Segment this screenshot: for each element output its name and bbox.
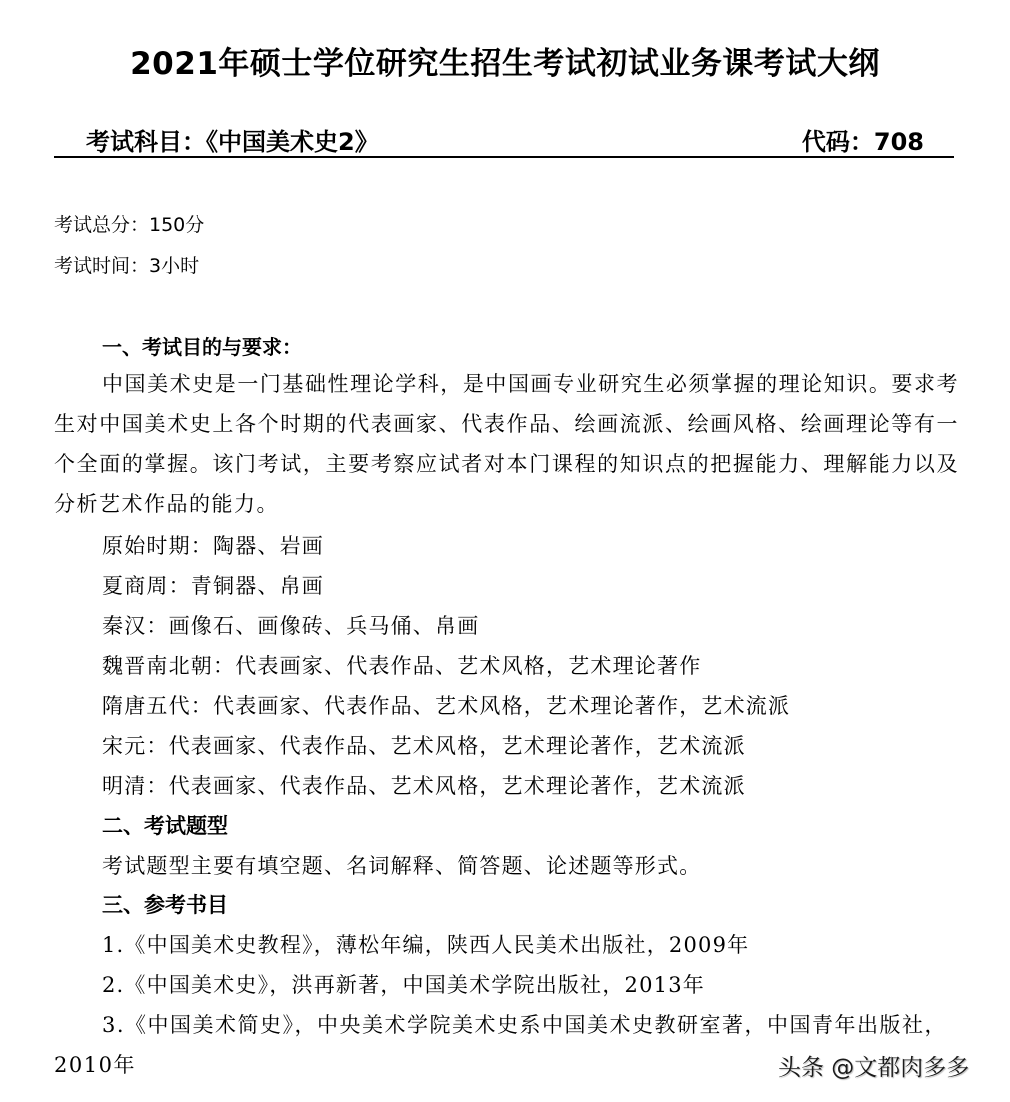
period-item: 秦汉：画像石、画像砖、兵马俑、帛画 [102, 614, 480, 638]
period-item: 隋唐五代：代表画家、代表作品、艺术风格，艺术理论著作，艺术流派 [102, 694, 791, 718]
period-item: 原始时期：陶器、岩画 [102, 534, 324, 558]
exam-subject: 考试科目：《中国美术史2》 [86, 128, 379, 156]
exam-code: 代码：708 [801, 128, 924, 156]
period-item: 宋元：代表画家、代表作品、艺术风格，艺术理论著作，艺术流派 [102, 734, 746, 758]
reference-item: 2.《中国美术史》，洪再新著，中国美术学院出版社，2013年 [102, 973, 705, 997]
document-title: 2021年硕士学位研究生招生考试初试业务课考试大纲 [130, 46, 880, 82]
section-heading-question-types: 二、考试题型 [102, 814, 228, 838]
section-heading-references: 三、参考书目 [102, 893, 228, 917]
section-heading-purpose: 一、考试目的与要求： [102, 335, 302, 359]
period-item: 魏晋南北朝：代表画家、代表作品、艺术风格，艺术理论著作 [102, 654, 702, 678]
exam-duration: 考试时间：3小时 [54, 255, 200, 277]
purpose-paragraph: 中国美术史是一门基础性理论学科，是中国画专业研究生必须掌握的理论知识。要求考生对中国美术史上各个时期的代表画家、代表作品、绘画流派、绘画风格、绘画理论等有一个全面的掌握。该门考试，主要考察应试者对本门课程的知识点的把握能力、理解能力以及分析艺术作品的能力。 [54, 372, 959, 516]
watermark: 头条 @文都肉多多 [778, 1055, 970, 1081]
total-score: 考试总分：150分 [54, 214, 205, 236]
reference-item: 3.《中国美术简史》，中央美术学院美术史系中国美术史教研室著，中国青年出版社，2010年 [54, 1013, 948, 1077]
reference-item: 1.《中国美术史教程》，薄松年编，陕西人民美术出版社，2009年 [102, 933, 750, 957]
period-item: 明清：代表画家、代表作品、艺术风格，艺术理论著作，艺术流派 [102, 774, 746, 798]
subject-header [54, 122, 954, 158]
question-types-text: 考试题型主要有填空题、名词解释、简答题、论述题等形式。 [102, 854, 702, 878]
period-item: 夏商周：青铜器、帛画 [102, 574, 324, 598]
